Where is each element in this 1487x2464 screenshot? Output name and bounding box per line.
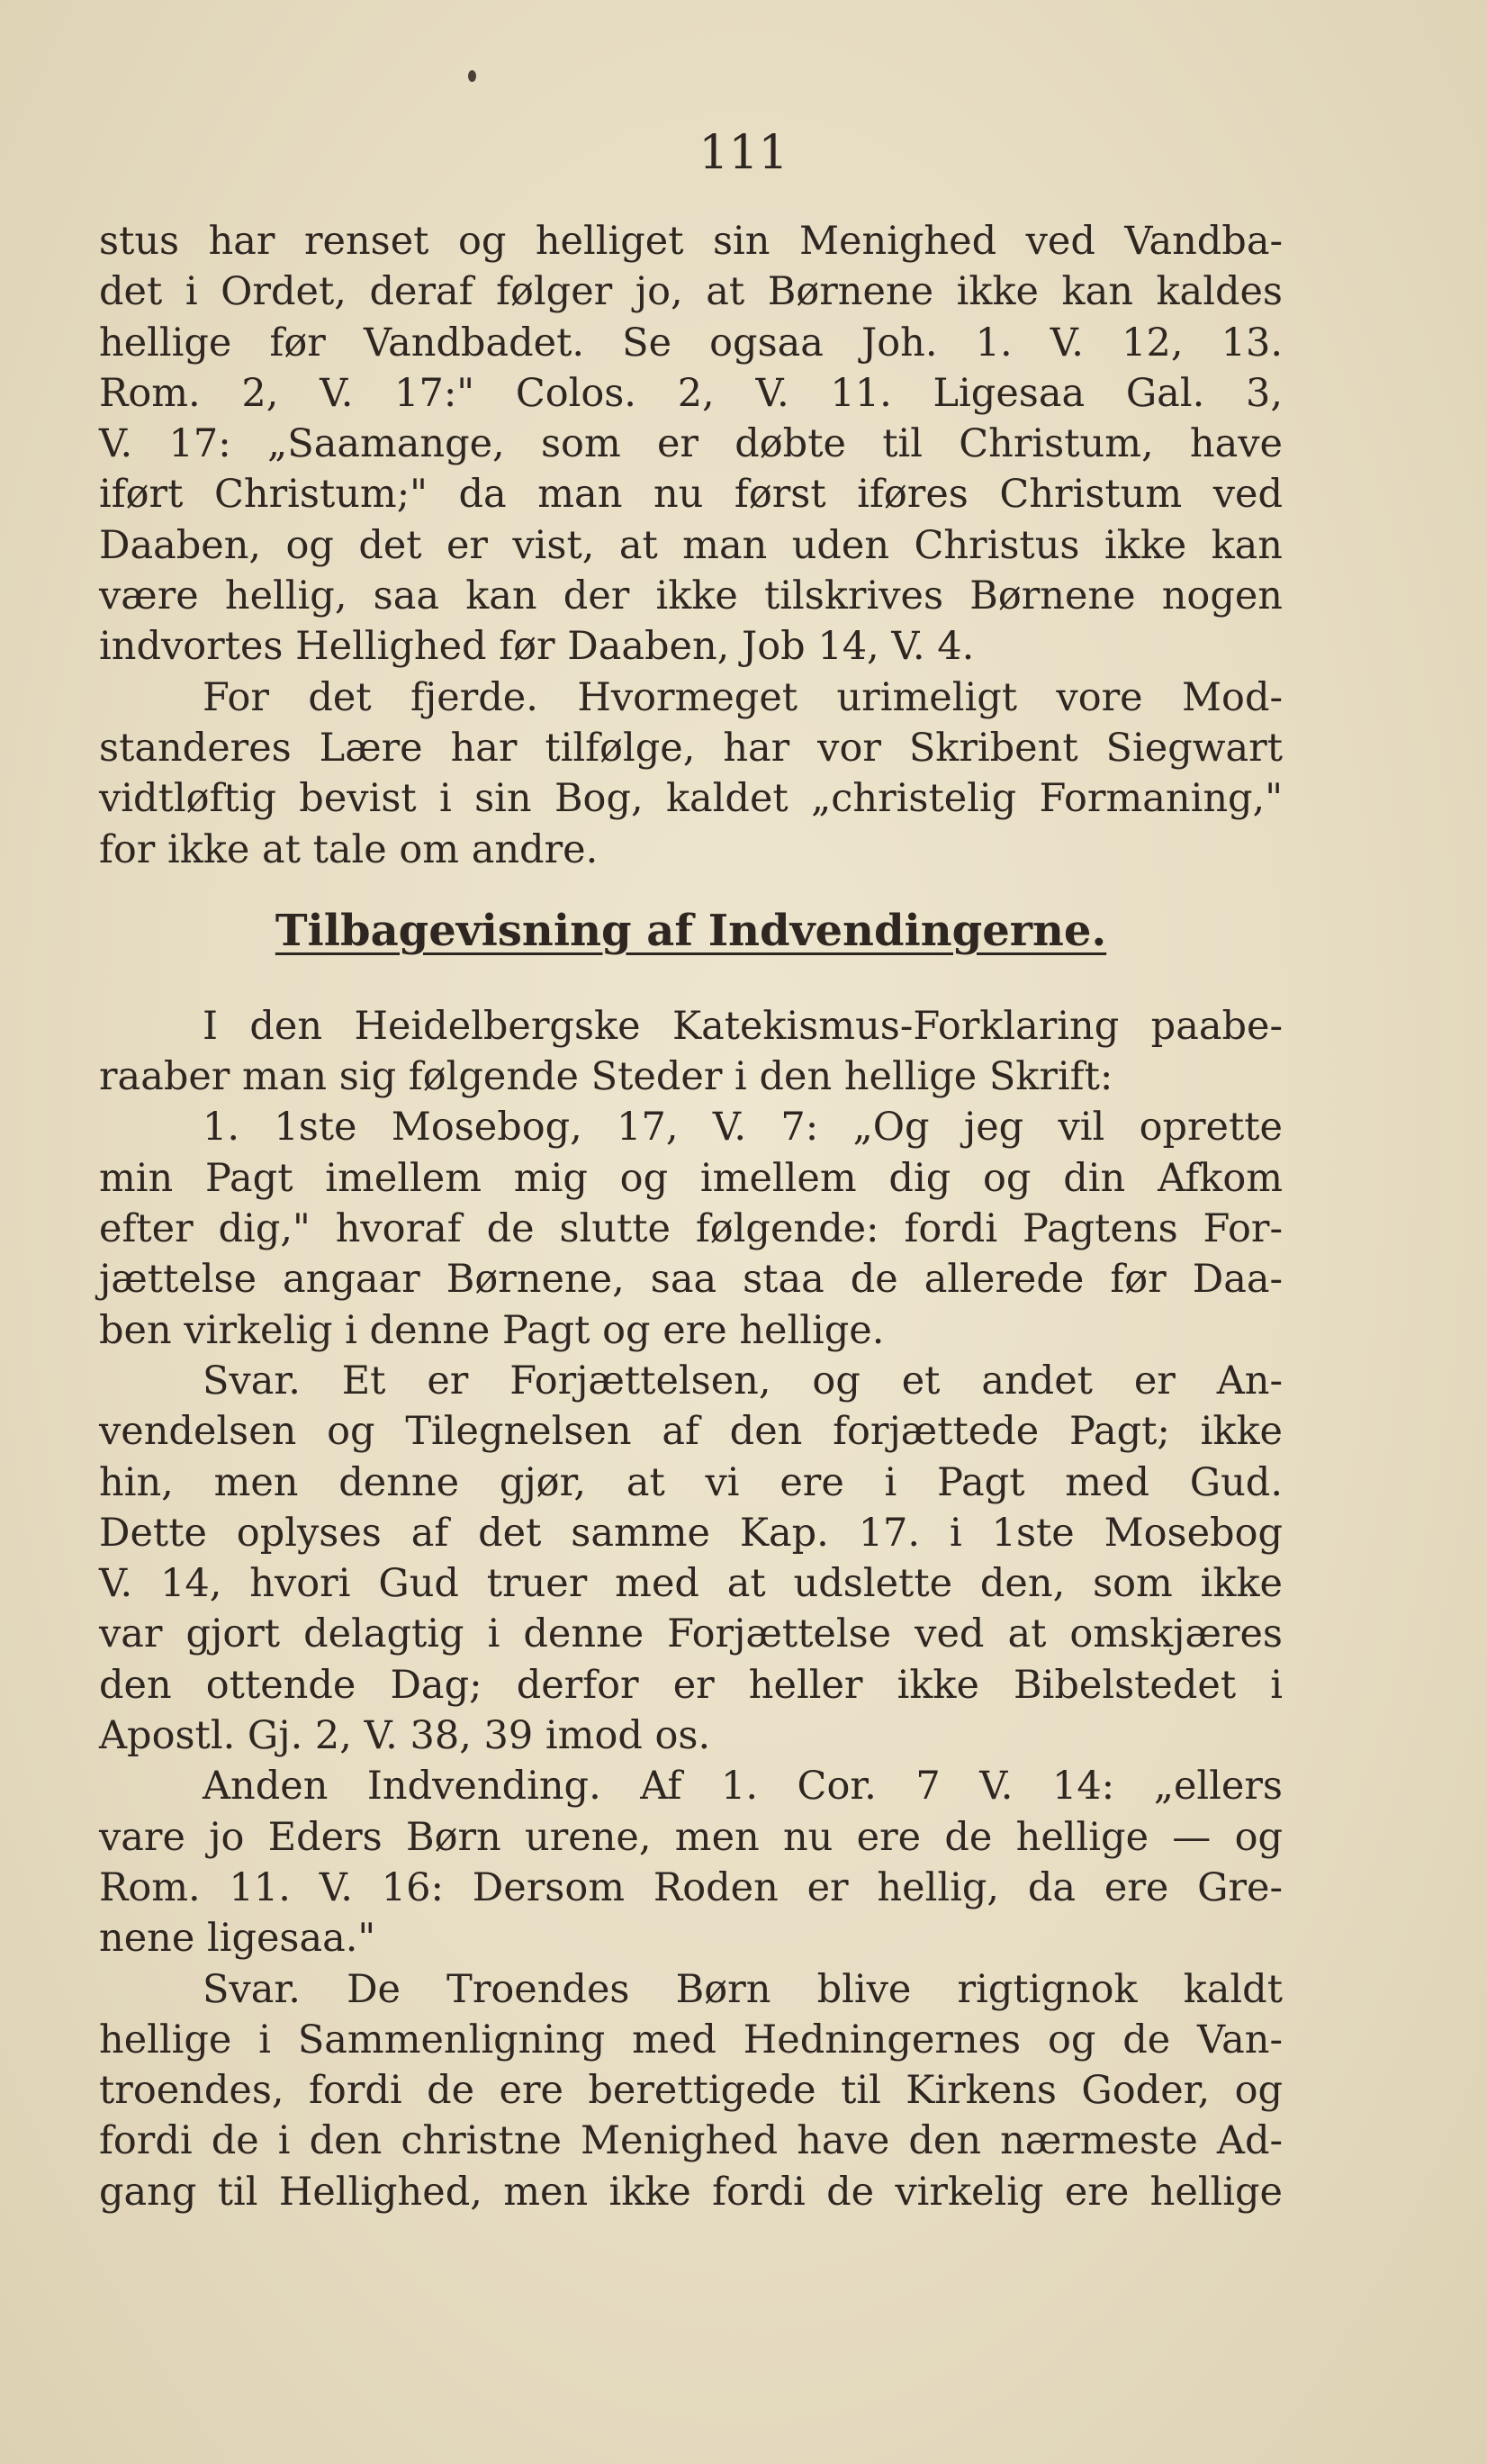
text-line: Rom. 2, V. 17:" Colos. 2, V. 11. Ligesaa Gal. 3, [99, 370, 1283, 416]
text-line: Daaben, og det er vist, at man uden Christus ikke kan [99, 522, 1283, 568]
text-line: Svar. De Troendes Børn blive rigtignok kaldt [203, 1966, 1283, 2012]
paragraph-2 [99, 672, 1283, 875]
text-line: nene ligesaa." [99, 1916, 376, 1962]
text-line: gang til Hellighed, men ikke fordi de virkelig ere hellige [99, 2169, 1283, 2215]
text-line: raaber man sig følgende Steder i den hellige Skrift: [99, 1054, 1113, 1100]
text-line: troendes, fordi de ere berettigede til Kirkens Goder, og [99, 2068, 1283, 2114]
text-line: min Pagt imellem mig og imellem dig og din Afkom [99, 1155, 1283, 1201]
text-line: hellige før Vandbadet. Se ogsaa Joh. 1. V. 12, 13. [99, 320, 1283, 366]
text-line: var gjort delagtig i denne Forjættelse ved at omskjæres [99, 1611, 1283, 1657]
text-line: V. 17: „Saamange, som er døbte til Christum, have [99, 421, 1283, 467]
text-line: ben virkelig i denne Pagt og ere hellige. [99, 1307, 885, 1353]
text-line: Anden Indvending. Af 1. Cor. 7 V. 14: „ellers [203, 1764, 1283, 1810]
paragraph-5 [99, 1356, 1283, 1761]
text-line: vidtløftig bevist i sin Bog, kaldet „christelig Formaning," [99, 776, 1283, 822]
text-line: vare jo Eders Børn urene, men nu ere de hellige — og [99, 1814, 1283, 1860]
paragraph-3 [99, 1001, 1283, 1103]
text-line: den ottende Dag; derfor er heller ikke Bibelstedet i [99, 1662, 1283, 1708]
text-line: hin, men denne gjør, at vi ere i Pagt med Gud. [99, 1459, 1283, 1505]
page-number: 111 [698, 126, 789, 180]
paragraph-4 [99, 1102, 1283, 1355]
paragraph-1 [99, 216, 1283, 672]
section-spacer [99, 875, 1283, 904]
text-line: 1. 1ste Mosebog, 17, V. 7: „Og jeg vil oprette [203, 1105, 1283, 1151]
text-line: V. 14, hvori Gud truer med at udslette den, som ikke [99, 1561, 1283, 1607]
text-line: iført Christum;" da man nu først iføres Christum ved [99, 472, 1283, 518]
ink-speck [468, 70, 476, 82]
paragraph-6 [99, 1761, 1283, 1963]
text-line: standeres Lære har tilfølge, har vor Skribent Siegwart [99, 725, 1283, 771]
text-line: det i Ordet, deraf følger jo, at Børnene ikke kan kaldes [99, 269, 1283, 315]
text-line: indvortes Hellighed før Daaben, Job 14, V. 4. [99, 624, 975, 670]
text-line: I den Heidelbergske Katekismus-Forklaring paabe- [203, 1003, 1283, 1049]
text-line: Rom. 11. V. 16: Dersom Roden er hellig, da ere Gre- [99, 1864, 1283, 1910]
text-line: stus har renset og helliget sin Menighed ved Vandba- [99, 219, 1283, 264]
text-line: Apostl. Gj. 2, V. 38, 39 imod os. [99, 1713, 711, 1759]
paragraph-7 [99, 1964, 1283, 2217]
text-line: jættelse angaar Børnene, saa staa de allerede før Daa- [99, 1257, 1283, 1303]
text-line: for ikke at tale om andre. [99, 826, 599, 872]
text-line: Dette oplyses af det samme Kap. 17. i 1ste Mosebog [99, 1510, 1283, 1556]
page-body [99, 216, 1283, 2217]
text-line: vendelsen og Tilegnelsen af den forjættede Pagt; ikke [99, 1409, 1283, 1455]
text-line: For det fjerde. Hvormeget urimeligt vore Mod- [203, 674, 1283, 720]
text-line: være hellig, saa kan der ikke tilskrives Børnene nogen [99, 573, 1283, 619]
section-heading: Tilbagevisning af Indvendingerne. [275, 905, 1107, 956]
text-line: Svar. Et er Forjættelsen, og et andet er An- [203, 1358, 1283, 1403]
text-line: fordi de i den christne Menighed have den nærmeste Ad- [99, 2118, 1283, 2164]
text-line: hellige i Sammenligning med Hedningernes og de Van- [99, 2017, 1283, 2062]
text-line: efter dig," hvoraf de slutte følgende: fordi Pagtens For- [99, 1206, 1283, 1252]
